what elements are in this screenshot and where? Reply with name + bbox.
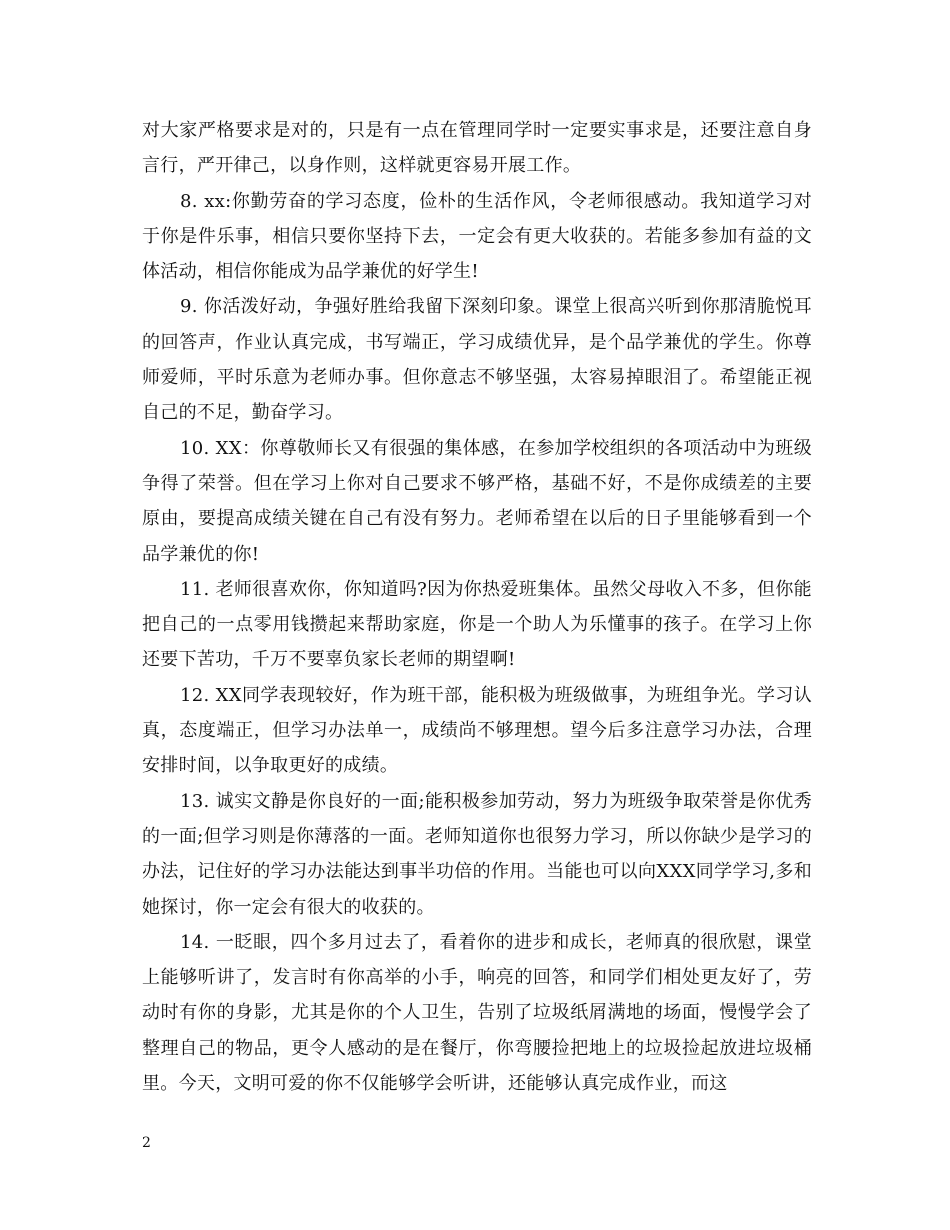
paragraph-item-9: 9. 你活泼好动，争强好胜给我留下深刻印象。课堂上很高兴听到你那清脆悦耳的回答声，作业认真完成，书写端正，学习成绩优异，是个品学兼优的学生。你尊师爱师，平时乐意为老师办事。但你意志不够坚强，太容易掉眼泪了。希望能正视自己的不足，勤奋学习。 bbox=[142, 296, 812, 424]
document-body bbox=[142, 113, 812, 1101]
paragraph-item-10: 10. XX：你尊敬师长又有很强的集体感，在参加学校组织的各项活动中为班级争得了荣誉。但在学习上你对自己要求不够严格，基础不好，不是你成绩差的主要原由，要提高成绩关键在自己有没有努力。老师希望在以后的日子里能够看到一个品学兼优的你! bbox=[142, 437, 812, 565]
paragraph-item-11: 11. 老师很喜欢你，你知道吗?因为你热爱班集体。虽然父母收入不多，但你能把自己的一点零用钱攒起来帮助家庭，你是一个助人为乐懂事的孩子。在学习上你还要下苦功，千万不要辜负家长老师的期望啊! bbox=[142, 578, 812, 671]
paragraph-item-14: 14. 一眨眼，四个多月过去了，看着你的进步和成长，老师真的很欣慰，课堂上能够听讲了，发言时有你高举的小手，响亮的回答，和同学们相处更友好了，劳动时有你的身影，尤其是你的个人卫生，告别了垃圾纸屑满地的场面，慢慢学会了整理自己的物品，更令人感动的是在餐厅，你弯腰捡把地上的垃圾捡起放进垃圾桶里。今天，文明可爱的你不仅能够学会听讲，还能够认真完成作业，而这 bbox=[142, 931, 812, 1095]
paragraph-continuation: 对大家严格要求是对的，只是有一点在管理同学时一定要实事求是，还要注意自身言行，严开律己，以身作则，这样就更容易开展工作。 bbox=[142, 120, 812, 177]
paragraph-item-8: 8. xx:你勤劳奋的学习态度，俭朴的生活作风，令老师很感动。我知道学习对于你是件乐事，相信只要你坚持下去，一定会有更大收获的。若能多参加有益的文体活动，相信你能成为品学兼优的好学生! bbox=[142, 190, 812, 283]
paragraph-item-12: 12. XX同学表现较好，作为班干部，能积极为班级做事，为班组争光。学习认真，态度端正，但学习办法单一，成绩尚不够理想。望今后多注意学习办法，合理安排时间，以争取更好的成绩。 bbox=[142, 684, 812, 777]
paragraph-item-13: 13. 诚实文静是你良好的一面;能积极参加劳动，努力为班级争取荣誉是你优秀的一面;但学习则是你薄落的一面。老师知道你也很努力学习，所以你缺少是学习的办法，记住好的学习办法能达到事半功倍的作用。当能也可以向XXX同学学习,多和她探讨，你一定会有很大的收获的。 bbox=[142, 790, 812, 918]
page-number: 2 bbox=[142, 1135, 151, 1151]
